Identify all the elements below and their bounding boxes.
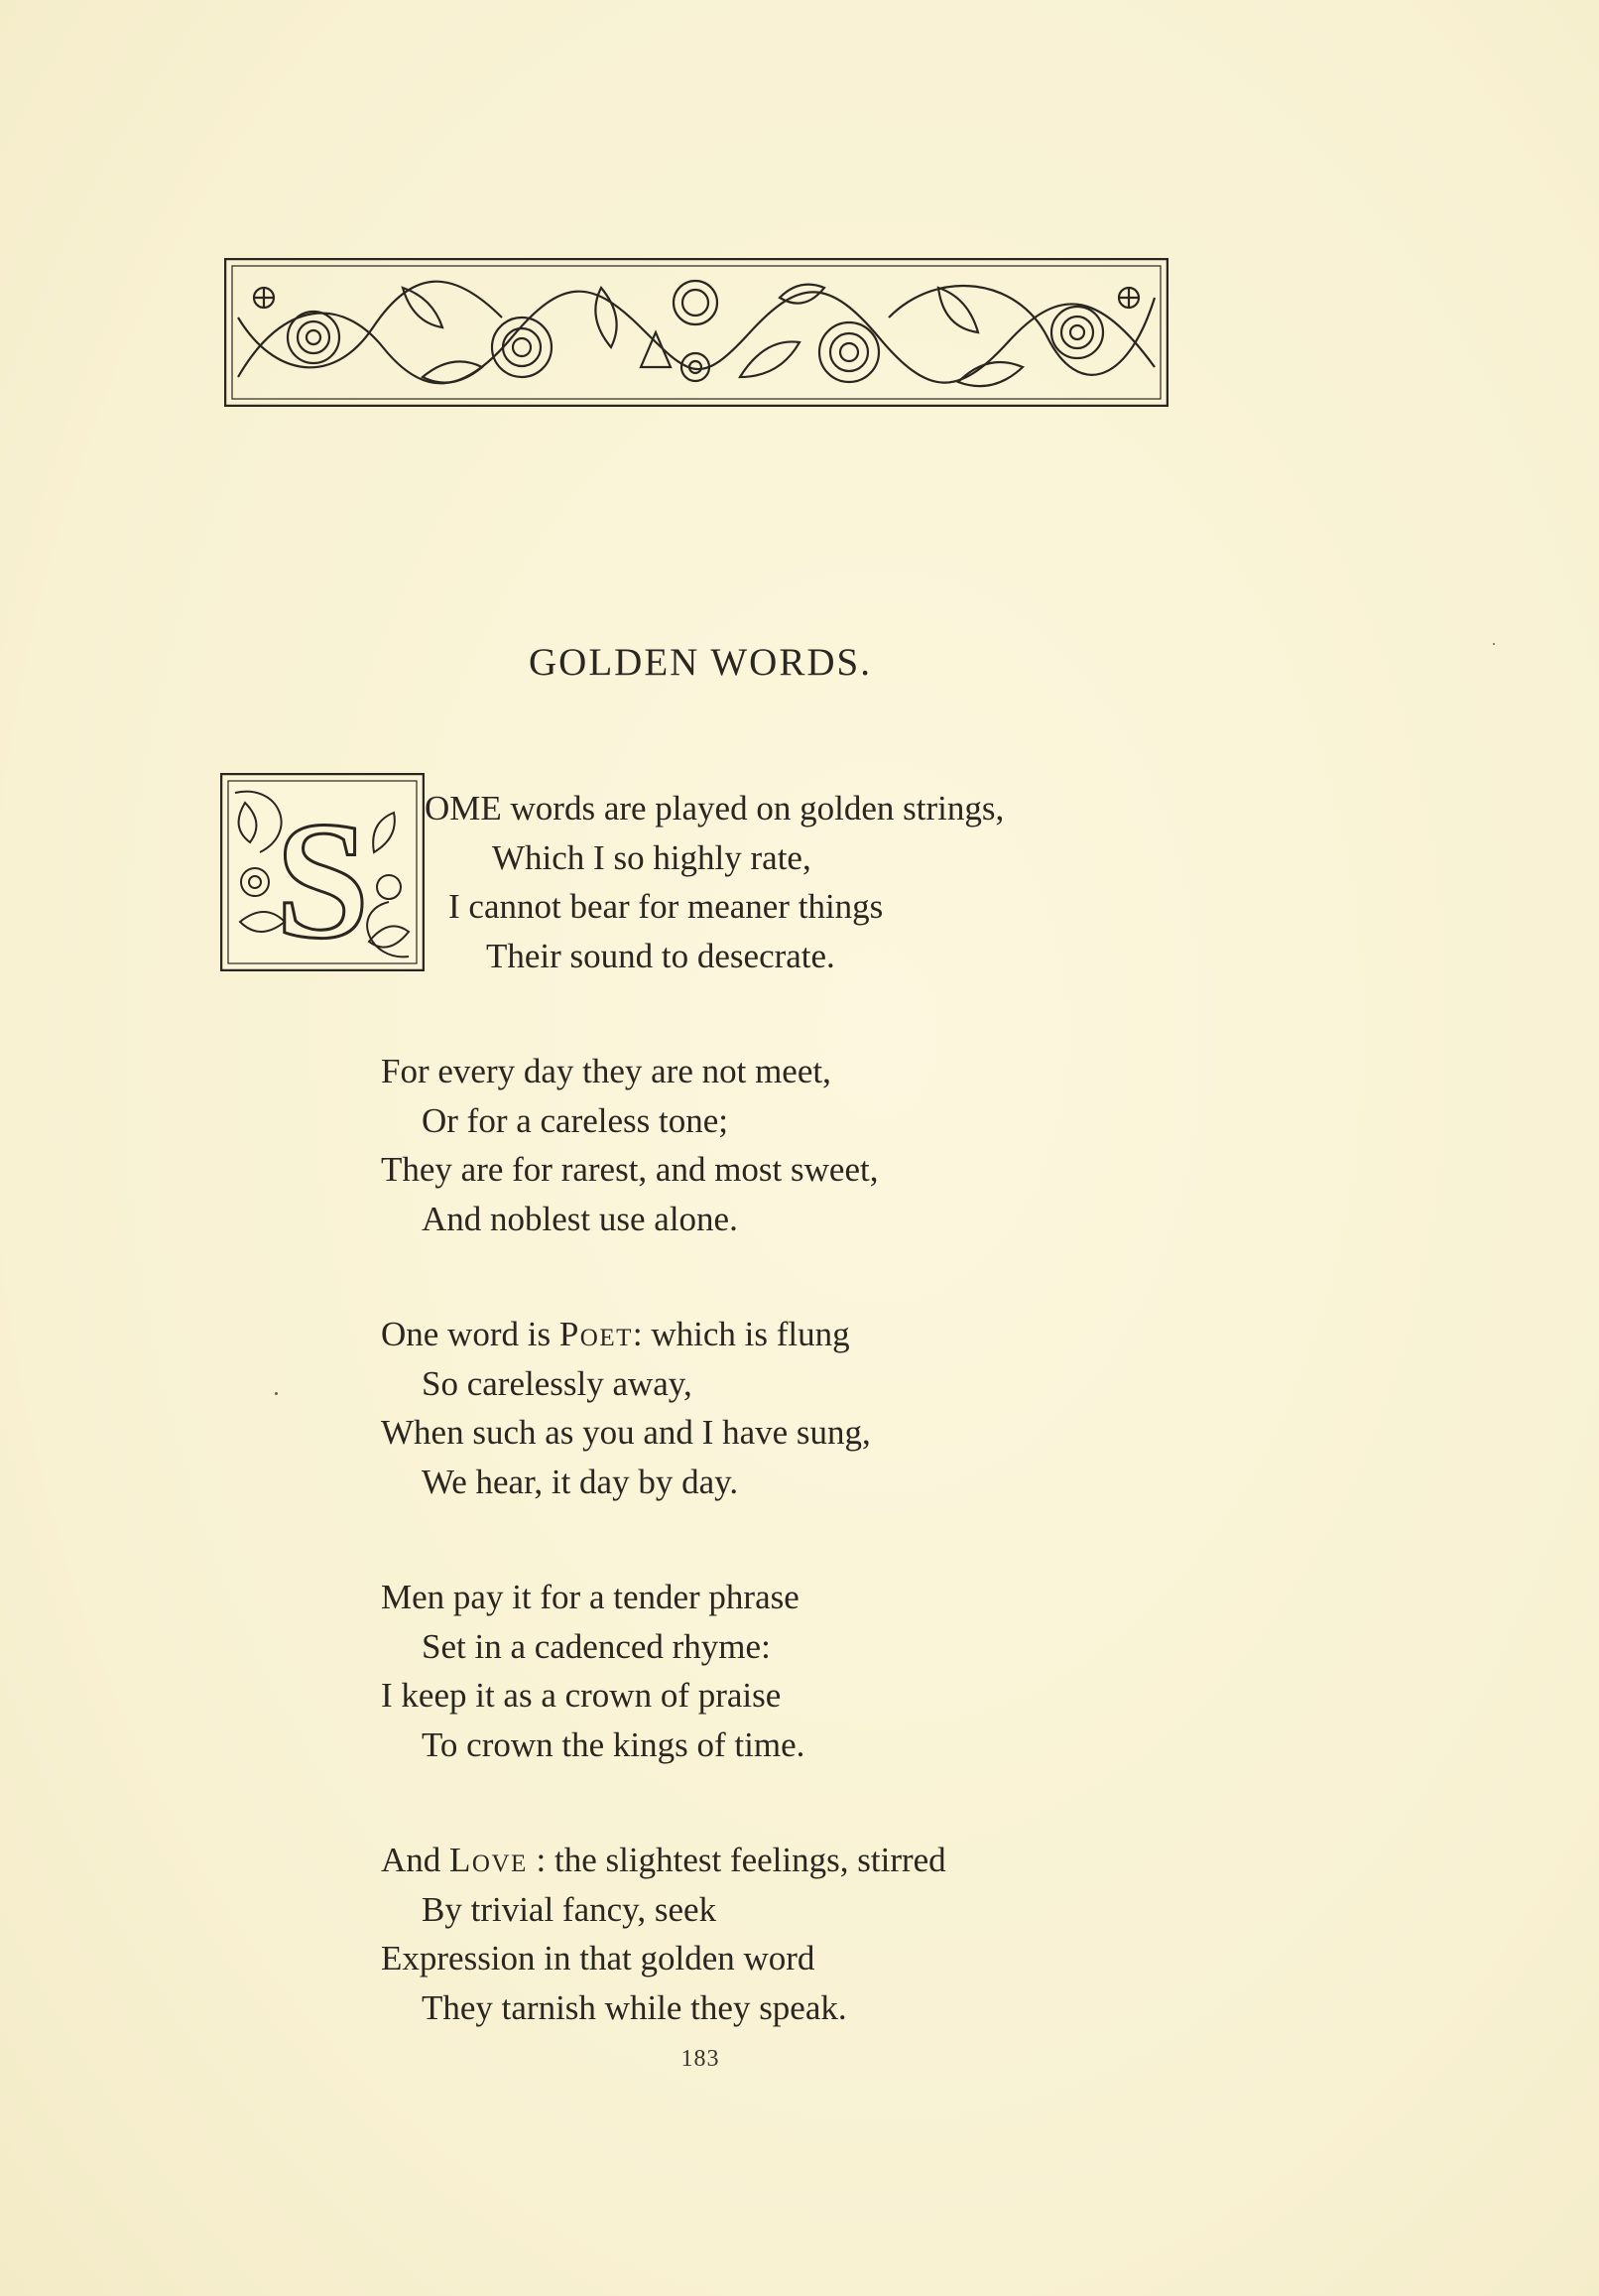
poem-line: So carelessly away,	[422, 1363, 692, 1403]
drop-cap-letter: S	[275, 787, 370, 971]
poem-line: When such as you and I have sung,	[381, 1413, 871, 1452]
poem-line: I keep it as a crown of praise	[381, 1676, 782, 1715]
page-number: 183	[680, 2046, 720, 2072]
poem-line: They tarnish while they speak.	[422, 1987, 847, 2027]
poem-line: For every day they are not meet,	[381, 1052, 831, 1090]
poem-title: GOLDEN WORDS.	[529, 641, 872, 684]
poem-line	[381, 1310, 1274, 1359]
poem-line: And noblest use alone.	[422, 1199, 738, 1238]
poem-line: Which I so highly rate,	[492, 837, 811, 877]
line-text: : the slightest feelings, stirred	[527, 1841, 946, 1879]
poem-line: They are for rarest, and most sweet,	[381, 1150, 879, 1189]
stanza-4	[381, 1573, 1274, 1769]
line-text: One word is	[381, 1315, 559, 1353]
small-caps-word: Poet	[558, 1315, 633, 1353]
poem-line: I cannot bear for meaner things	[448, 887, 884, 926]
poem-line: OME words are played on golden strings,	[425, 789, 1005, 828]
stanza-3	[381, 1310, 1274, 1506]
floral-scroll-ornament	[224, 258, 1168, 407]
stanza-5	[381, 1836, 1274, 2032]
line-text: : which is flung	[632, 1315, 850, 1353]
poem-line: Set in a cadenced rhyme:	[422, 1626, 771, 1666]
paper-speck	[275, 1392, 278, 1395]
poem-body	[381, 784, 1274, 2032]
ornamental-headpiece	[224, 258, 1168, 407]
poem-line: We hear, it day by day.	[422, 1462, 739, 1501]
poem-line: Their sound to desecrate.	[486, 936, 835, 975]
poem-line	[381, 1836, 1274, 1885]
poem-line: Or for a careless tone;	[422, 1100, 729, 1140]
poem-line: To crown the kings of time.	[422, 1724, 805, 1764]
stanza-1	[381, 784, 1274, 980]
line-text: And	[381, 1841, 450, 1879]
poem-line: Men pay it for a tender phrase	[381, 1578, 800, 1616]
paper-speck	[1493, 643, 1495, 645]
stanza-2	[381, 1047, 1274, 1243]
small-caps-word: Love	[449, 1841, 528, 1879]
poem-line: By trivial fancy, seek	[422, 1889, 717, 1929]
poem-line: Expression in that golden word	[381, 1939, 815, 1977]
